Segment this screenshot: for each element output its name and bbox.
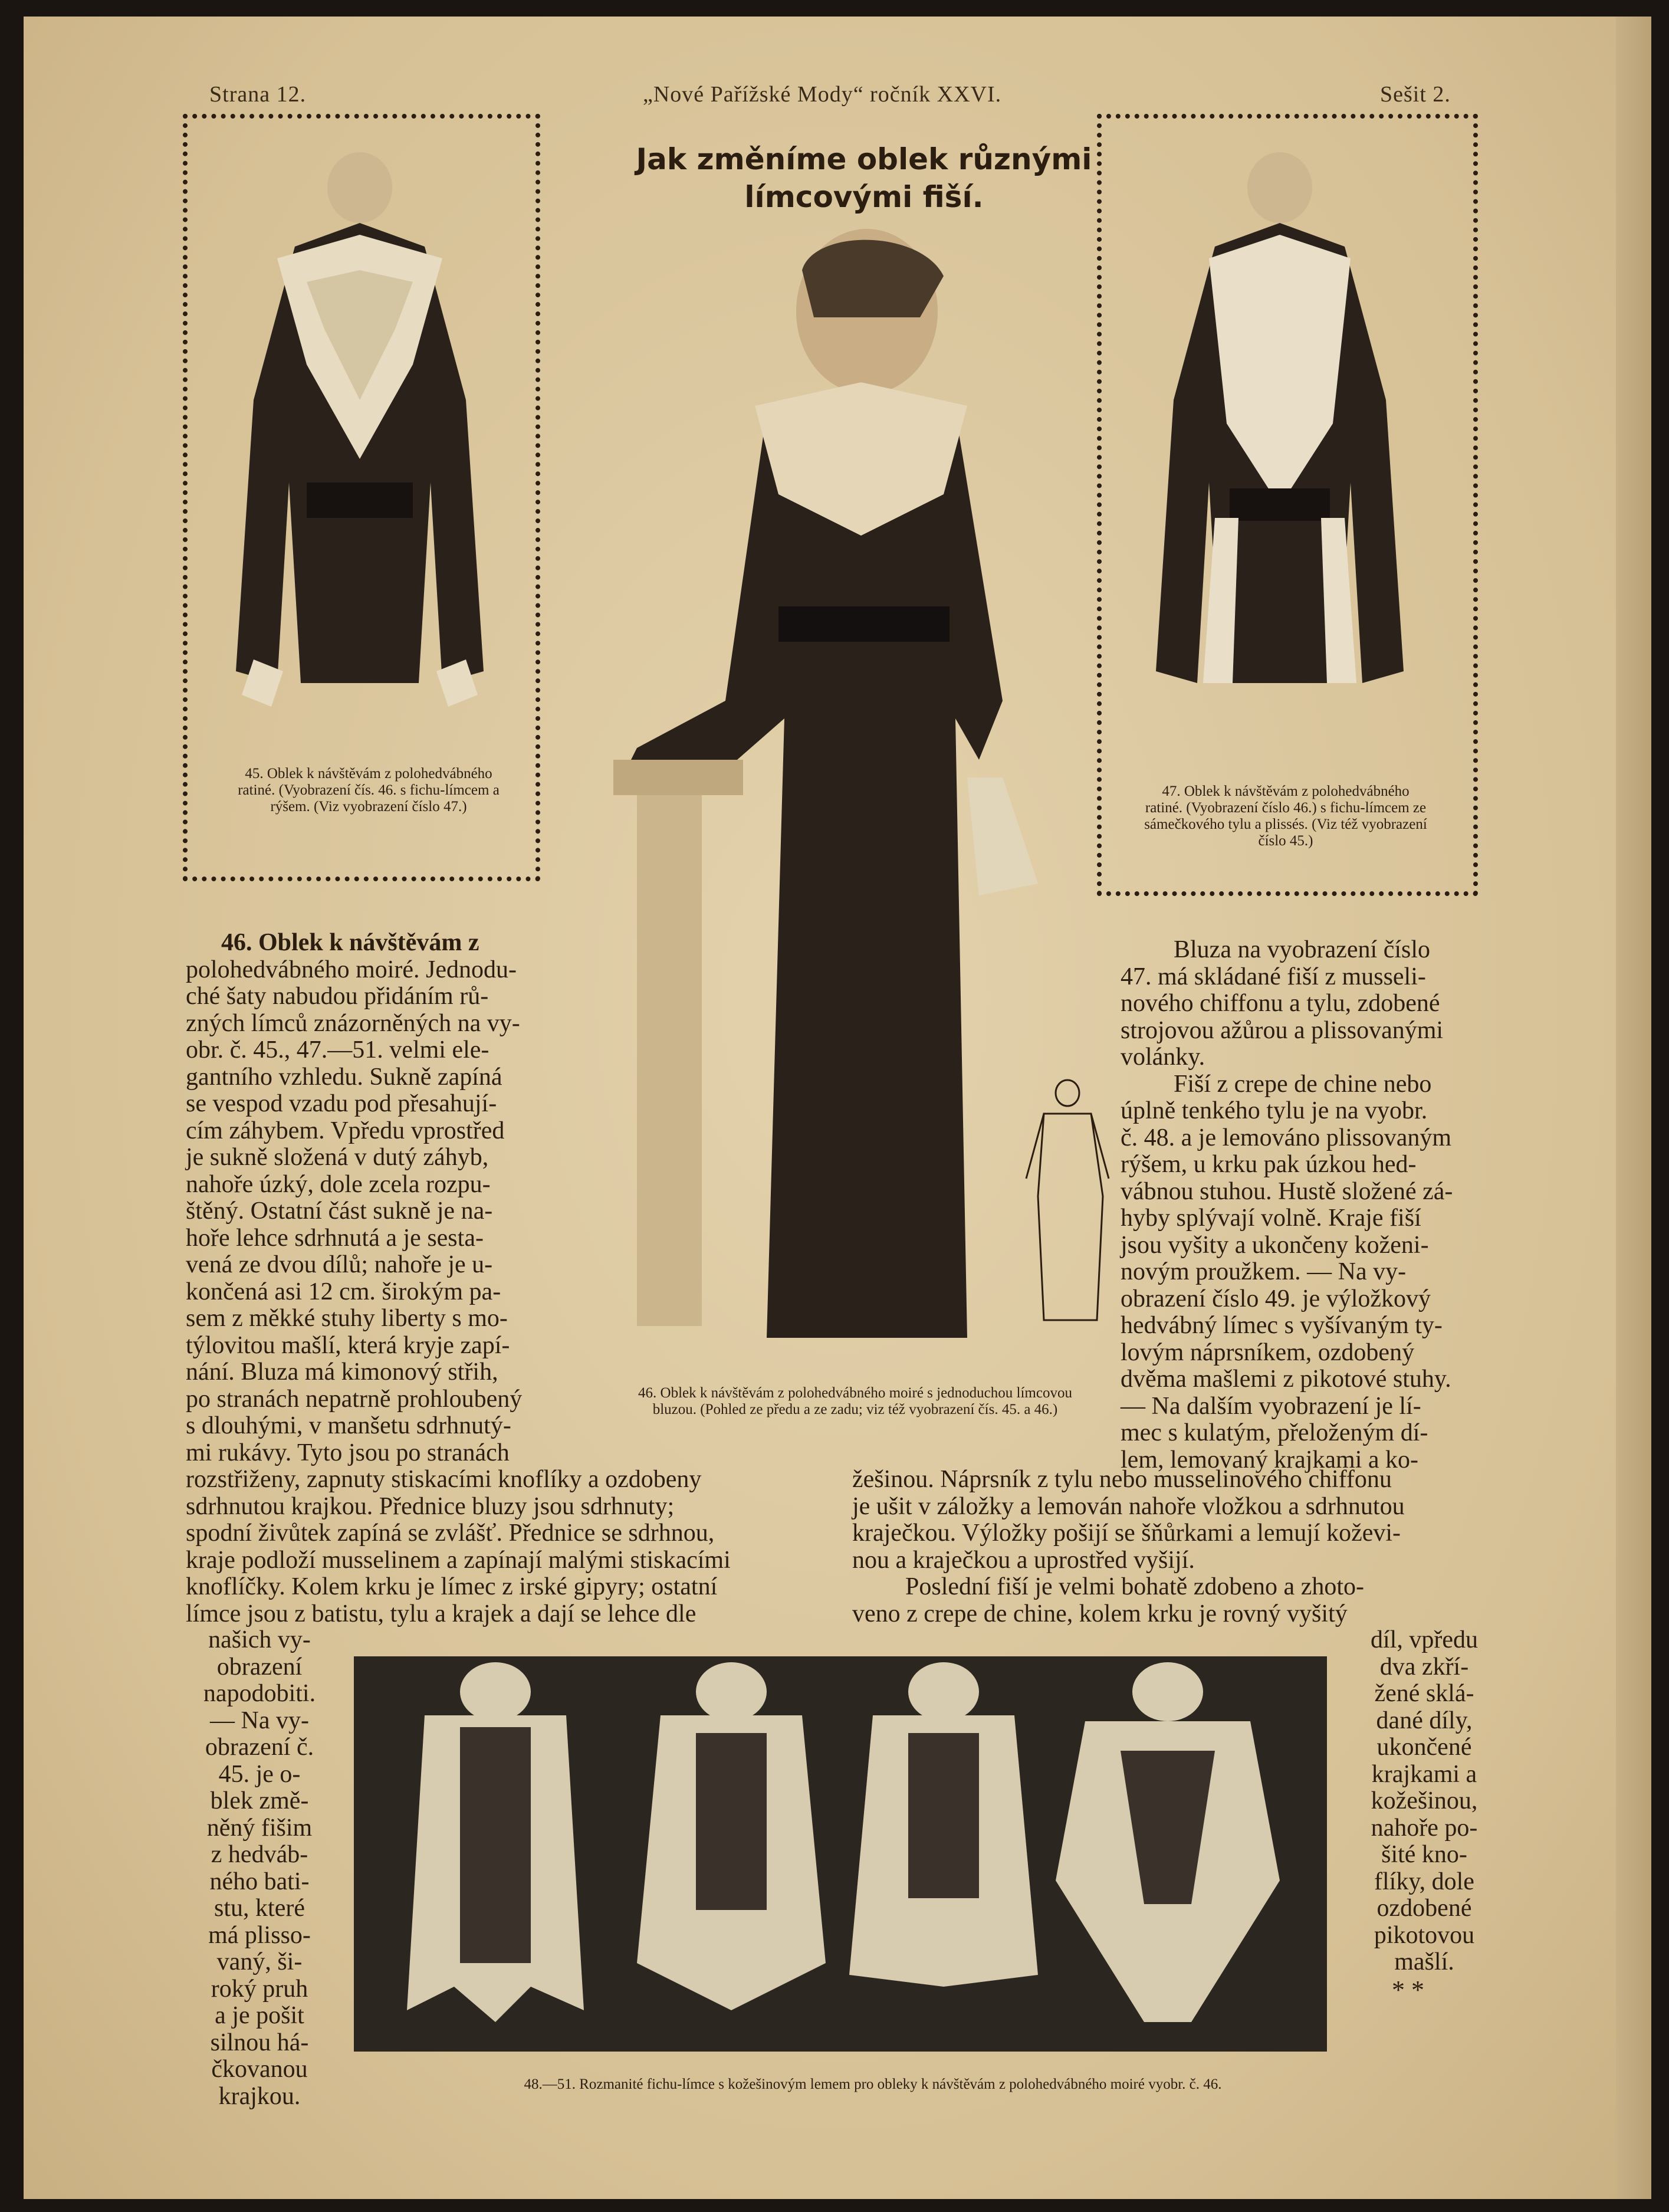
left-line: zných límců znázorněných na vy- (186, 1009, 520, 1037)
narrow-left-line: krajkou. (218, 2082, 301, 2110)
wide-left-line: spodní živůtek zapíná se zvlášť. Přednice se sdrhnou, (186, 1519, 715, 1547)
collar-illustrations (354, 1656, 1327, 2052)
left-line: končená asi 12 cm. širokým pa- (186, 1278, 501, 1305)
page-number: Strana 12. (209, 82, 307, 107)
narrow-left-line: našich vy- (208, 1626, 311, 1653)
right-line: úplně tenkého tylu je na vyobr. (1121, 1097, 1428, 1124)
article-title: Jak změníme oblek různými límcovými fiší. (636, 142, 1092, 214)
narrow-right-line: žené sklá- (1374, 1680, 1474, 1707)
wide-left-line: sdrhnutou krajkou. Přednice bluzy jsou sdrhnuty; (186, 1492, 675, 1520)
figure-47-illustration (1132, 152, 1427, 730)
figures-48-51-caption: 48.—51. Rozmanité fichu-límce s kožešinovým lemem pro obleky k návštěvám z polohedvábného moiré vyobr. č. 46. (524, 2076, 1222, 2092)
right-line: lovým náprsníkem, ozdobený (1121, 1338, 1415, 1366)
figure-47-caption: 47. Oblek k návštěvám z polohedvábného ratiné. (Vyobrazení číslo 46.) s fichu-límcem ze sámečkového tylu a plissés. (Viz též vyobrazení číslo 45.) (1144, 783, 1427, 849)
narrow-left-line: vaný, ši- (216, 1948, 303, 1975)
right-line: dvěma mašlemi z pikotové stuhy. (1121, 1366, 1451, 1393)
right-line: 47. má skládané fiší z musseli- (1121, 963, 1426, 990)
narrow-right-line: dva zkří- (1379, 1653, 1469, 1681)
magazine-title: „Nové Pařížské Mody“ ročník XXVI. (643, 82, 1002, 107)
right-line: hedvábný límec s vyšívaným ty- (1121, 1312, 1443, 1339)
narrow-left-line: obrazení (216, 1653, 303, 1681)
issue-number: Sešit 2. (1380, 82, 1451, 107)
left-line: gantního vzhledu. Sukně zapíná (186, 1063, 502, 1091)
wide-right-block (852, 1466, 1510, 1627)
magazine-page (24, 17, 1651, 2199)
right-line: volánky. (1121, 1043, 1205, 1071)
left-line: mi rukávy. Tyto jsou po stranách (186, 1439, 510, 1466)
figure-46-caption: 46. Oblek k návštěvám z polohedvábného moiré s jednoduchou límcovou bluzou. (Pohled ze předu a ze zadu; viz též vyobrazení čís. 45. a 46.) (638, 1385, 1072, 1417)
right-line: — Na dalším vyobrazení je lí- (1121, 1392, 1421, 1420)
left-line: vená ze dvou dílů; nahoře je u- (186, 1251, 493, 1278)
right-line: lem, lemovaný krajkami a ko- (1121, 1446, 1419, 1473)
right-line: nového chiffonu a tylu, zdobené (1121, 990, 1440, 1017)
figures-48-51-plate (354, 1656, 1327, 2052)
right-line: Bluza na vyobrazení číslo (1174, 936, 1431, 963)
left-line: je sukně složená v dutý záhyb, (186, 1144, 489, 1171)
narrow-right-line: dané díly, (1376, 1706, 1473, 1734)
narrow-left-line: roký pruh (211, 1975, 308, 2003)
right-column (1121, 937, 1510, 1473)
wide-right-line: kraječkou. Výložky pošijí se šňůrkami a lemují koževi- (852, 1519, 1401, 1547)
narrow-left-line: blek změ- (210, 1787, 309, 1814)
wide-right-line: veno z crepe de chine, kolem krku je rovný vyšitý (852, 1600, 1348, 1627)
narrow-left-line: má plisso- (208, 1921, 311, 1949)
narrow-right-line: kožešinou, (1371, 1787, 1478, 1814)
left-line: nání. Bluza má kimonový střih, (186, 1358, 498, 1386)
narrow-left-line: a je pošit (215, 2002, 304, 2029)
narrow-right-line: díl, vpředu (1371, 1626, 1478, 1653)
narrow-right-line: mašlí. (1394, 1948, 1454, 1975)
narrow-left-line: čkovanou (211, 2056, 308, 2083)
wide-left-line: knoflíčky. Kolem krku je límec z irské gipyry; ostatní (186, 1573, 718, 1600)
wide-right-line: Poslední fiší je velmi bohatě zdobeno a zhoto- (905, 1573, 1364, 1600)
left-line: ché šaty nabudou přidáním rů- (186, 983, 489, 1010)
right-line: vábnou stuhou. Hustě složené zá- (1121, 1177, 1453, 1205)
right-line: č. 48. a je lemováno plissovaným (1121, 1124, 1452, 1151)
left-line: obr. č. 45., 47.—51. velmi ele- (186, 1036, 489, 1064)
figure-45-illustration (218, 152, 501, 730)
page-edge (1616, 17, 1651, 2199)
wide-left-block (186, 1466, 840, 1627)
right-line: novým proužkem. — Na vy- (1121, 1258, 1407, 1285)
narrow-left-line: něný fišim (206, 1814, 313, 1842)
narrow-right-line: pikotovou (1374, 1921, 1475, 1949)
left-line: nahoře úzký, dole zcela rozpu- (186, 1170, 491, 1198)
narrow-left-line: silnou há- (210, 2029, 309, 2056)
right-line: obrazení číslo 49. je výložkový (1121, 1285, 1431, 1312)
wide-right-line: nou a kraječkou a uprostřed vyšijí. (852, 1546, 1195, 1574)
left-line: hoře lehce sdrhnutá a je sesta- (186, 1224, 484, 1252)
left-line: s dlouhými, v manšetu sdrhnutý- (186, 1412, 511, 1439)
narrow-right-line: flíky, dole (1374, 1868, 1474, 1895)
narrow-left-line: ného bati- (209, 1868, 310, 1895)
narrow-left-line: — Na vy- (210, 1706, 309, 1734)
wide-left-line: kraje podloží musselinem a zapínají malými stiskacími (186, 1546, 731, 1574)
figure-46-back-view (1020, 1078, 1115, 1326)
narrow-right-line: ukončené (1376, 1734, 1472, 1761)
left-column (186, 930, 593, 1466)
narrow-right-line: ozdobené (1376, 1895, 1472, 1922)
narrow-right-block (1345, 1627, 1504, 1976)
left-line: po stranách nepatrně prohloubený (186, 1385, 523, 1413)
right-line: jsou vyšity a ukončeny koženi- (1121, 1231, 1429, 1259)
narrow-right-line: nahoře po- (1371, 1814, 1478, 1842)
narrow-right-line: krajkami a (1371, 1760, 1477, 1788)
right-line: strojovou ažůrou a plissovanými (1121, 1016, 1444, 1044)
right-line: hyby splývají volně. Kraje fiší (1121, 1205, 1421, 1232)
left-line: týlovitou mašlí, která kryje zapí- (186, 1331, 510, 1359)
narrow-left-line: z hedváb- (211, 1841, 308, 1868)
section-stars: * * (1392, 1975, 1424, 2004)
wide-right-line: je ušit v záložky a lemován nahoře vložkou a sdrhnutou (852, 1492, 1405, 1520)
narrow-left-line: napodobiti. (203, 1680, 316, 1707)
narrow-right-line: šité kno- (1381, 1841, 1467, 1868)
left-line: 46. Oblek k návštěvám z (221, 929, 479, 956)
left-line: cím záhybem. Vpředu vprostřed (186, 1117, 505, 1144)
left-line: sem z měkké stuhy liberty s mo- (186, 1305, 508, 1332)
right-line: rýšem, u krku pak úzkou hed- (1121, 1151, 1417, 1178)
left-line: polohedvábného moiré. Jednodu- (186, 956, 517, 983)
wide-left-line: límce jsou z batistu, tylu a krajek a dají se lehce dle (186, 1600, 696, 1627)
left-line: štěný. Ostatní část sukně je na- (186, 1197, 493, 1225)
narrow-left-line: 45. je o- (218, 1760, 301, 1788)
wide-left-line: rozstřiženy, zapnuty stiskacími knoflíky a ozdobeny (186, 1466, 702, 1493)
narrow-left-block (186, 1627, 333, 2110)
narrow-left-line: stu, které (214, 1895, 305, 1922)
right-line: mec s kulatým, přeloženým dí- (1121, 1419, 1428, 1446)
right-line: Fiší z crepe de chine nebo (1174, 1070, 1432, 1098)
narrow-left-line: obrazení č. (205, 1734, 314, 1761)
left-line: se vespod vzadu pod přesahují- (186, 1090, 497, 1117)
wide-right-line: žešinou. Náprsník z tylu nebo musselinového chiffonu (852, 1466, 1392, 1493)
figure-45-caption: 45. Oblek k návštěvám z polohedvábného ratiné. (Vyobrazení čís. 46. s fichu-límcem a rýšem. (Viz vyobrazení číslo 47.) (238, 766, 500, 815)
